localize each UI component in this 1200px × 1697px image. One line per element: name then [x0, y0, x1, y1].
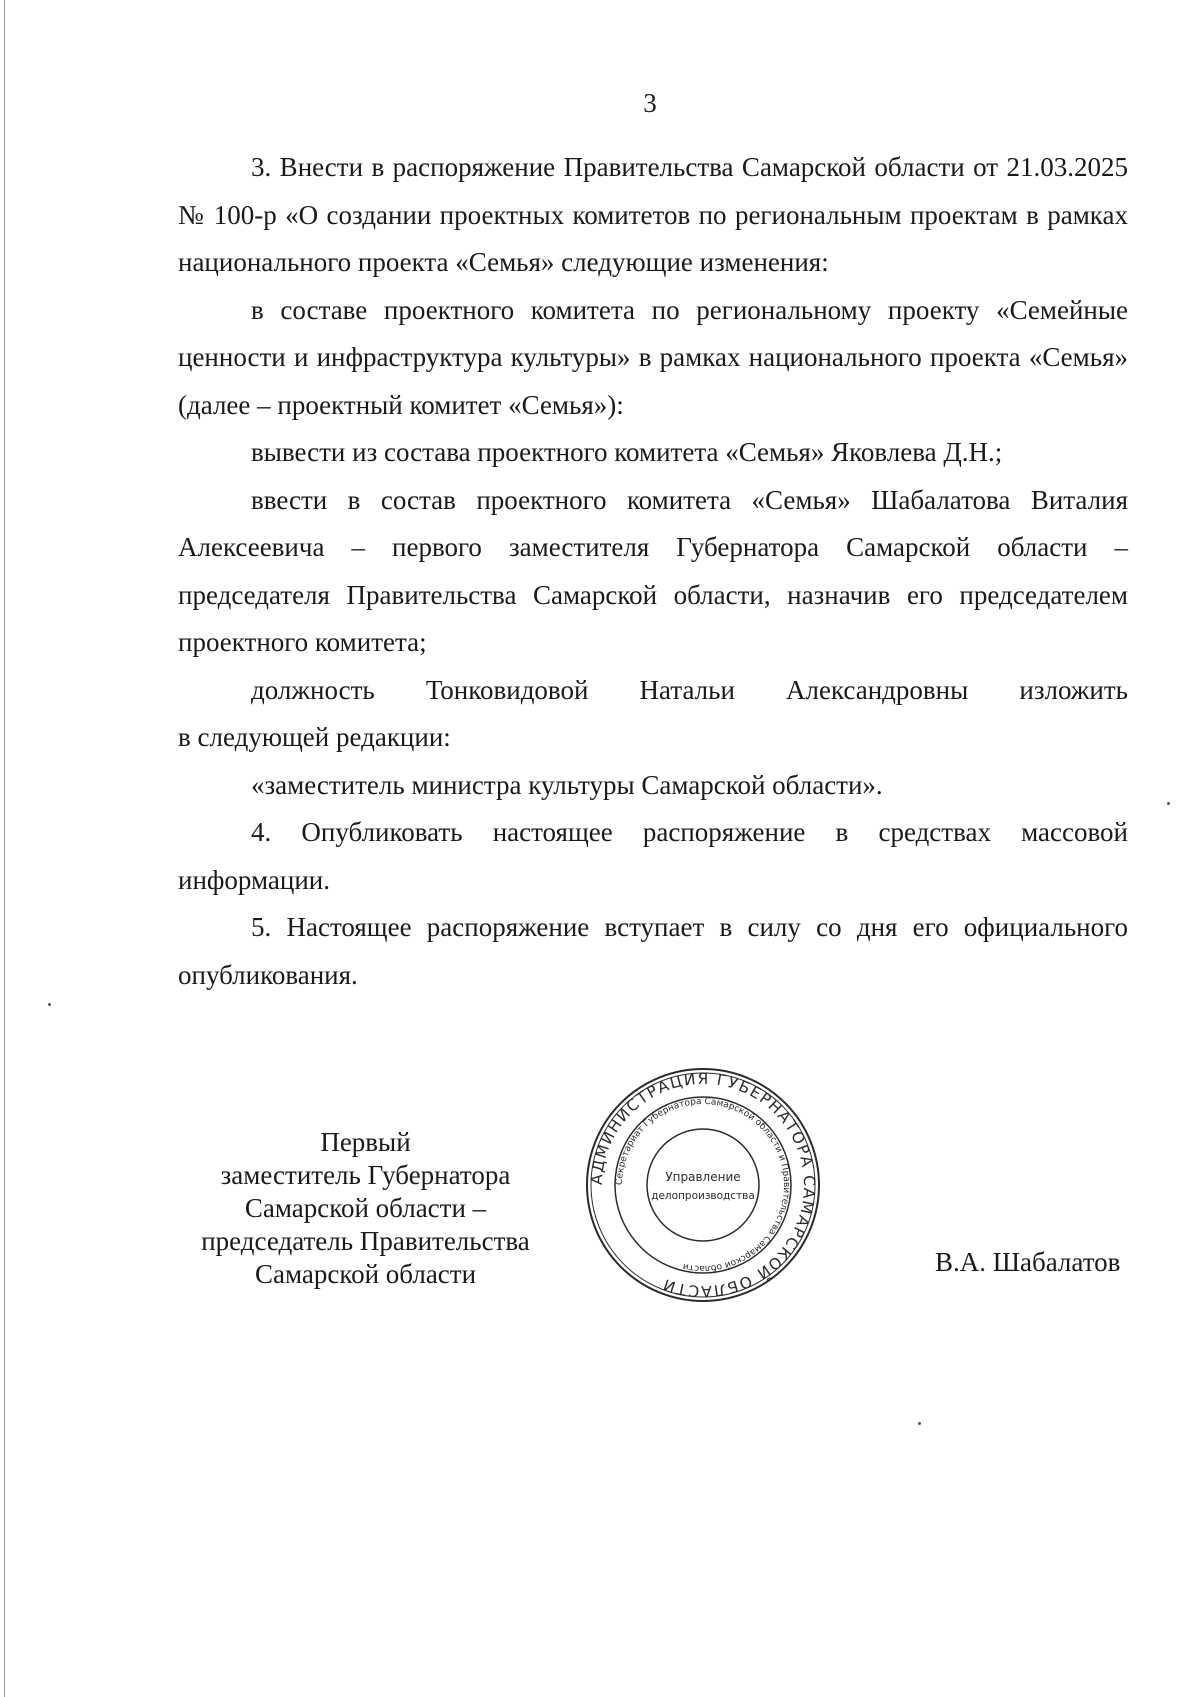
paragraph-remove-member: вывести из состава проектного комитета «Семья» Яковлева Д.Н.; [251, 437, 1003, 467]
signer-title-line: Первый [320, 1127, 411, 1157]
page-number: 3 [643, 88, 657, 118]
signer-title-line: Самарской области [254, 1259, 477, 1289]
official-seal [583, 1065, 823, 1305]
paragraph-position-change-cont: в следующей редакции: [178, 722, 451, 752]
signer-title-line: Самарской области – [244, 1193, 487, 1223]
signer-name: В.А. Шабалатов [935, 1247, 1121, 1277]
svg-text:Секретариат Губернатора Самарс [615, 1097, 791, 1273]
scan-edge-line [4, 0, 5, 1697]
paragraph-position-change: должность Тонковидовой Натальи Александровны изложить [251, 674, 1128, 705]
paragraph-item-3: 3. Внести в распоряжение Правительства Самарской области от 21.03.2025 № 100-р «О создании проектных комитетов по региональным проектам в рамках национального проекта «Семья» следующие изменения: [178, 152, 1128, 277]
seal-center-line-1: Управление [665, 1170, 741, 1184]
seal-inner-text: Секретариат Губернатора Самарской области и Правительства Самарской области [614, 1096, 792, 1274]
paragraph-committee-composition: в составе проектного комитета по региональному проекту «Семейные ценности и инфраструктура культуры» в рамках национального проекта «Семья» (далее – проектный комитет «Семья»): [178, 294, 1128, 420]
paragraph-new-position: «заместитель министра культуры Самарской области». [251, 769, 883, 800]
scan-speck [918, 1422, 921, 1425]
document-body [178, 144, 1128, 999]
seal-outer-text: АДМИНИСТРАЦИЯ ГУБЕРНАТОРА САМАРСКОЙ ОБЛАСТИ [587, 1069, 819, 1301]
signer-title-line: председатель Правительства [201, 1226, 530, 1256]
paragraph-item-4: 4. Опубликовать настоящее распоряжение в средствах массовой информации. [178, 817, 1128, 895]
paragraph-item-5: 5. Настоящее распоряжение вступает в силу со дня его официального опубликования. [178, 912, 1128, 990]
scan-speck [1167, 802, 1170, 805]
signer-title-line: заместитель Губернатора [220, 1160, 511, 1190]
scan-speck [48, 1003, 51, 1006]
seal-center-line-2: делопроизводства [651, 1190, 755, 1202]
paragraph-add-member: ввести в состав проектного комитета «Семья» Шабалатова Виталия Алексеевича – первого заместителя Губернатора Самарской области – председателя Правительства Самарской области, назначив его председателем проектного комитета; [178, 484, 1128, 657]
signer-title [183, 1126, 548, 1291]
